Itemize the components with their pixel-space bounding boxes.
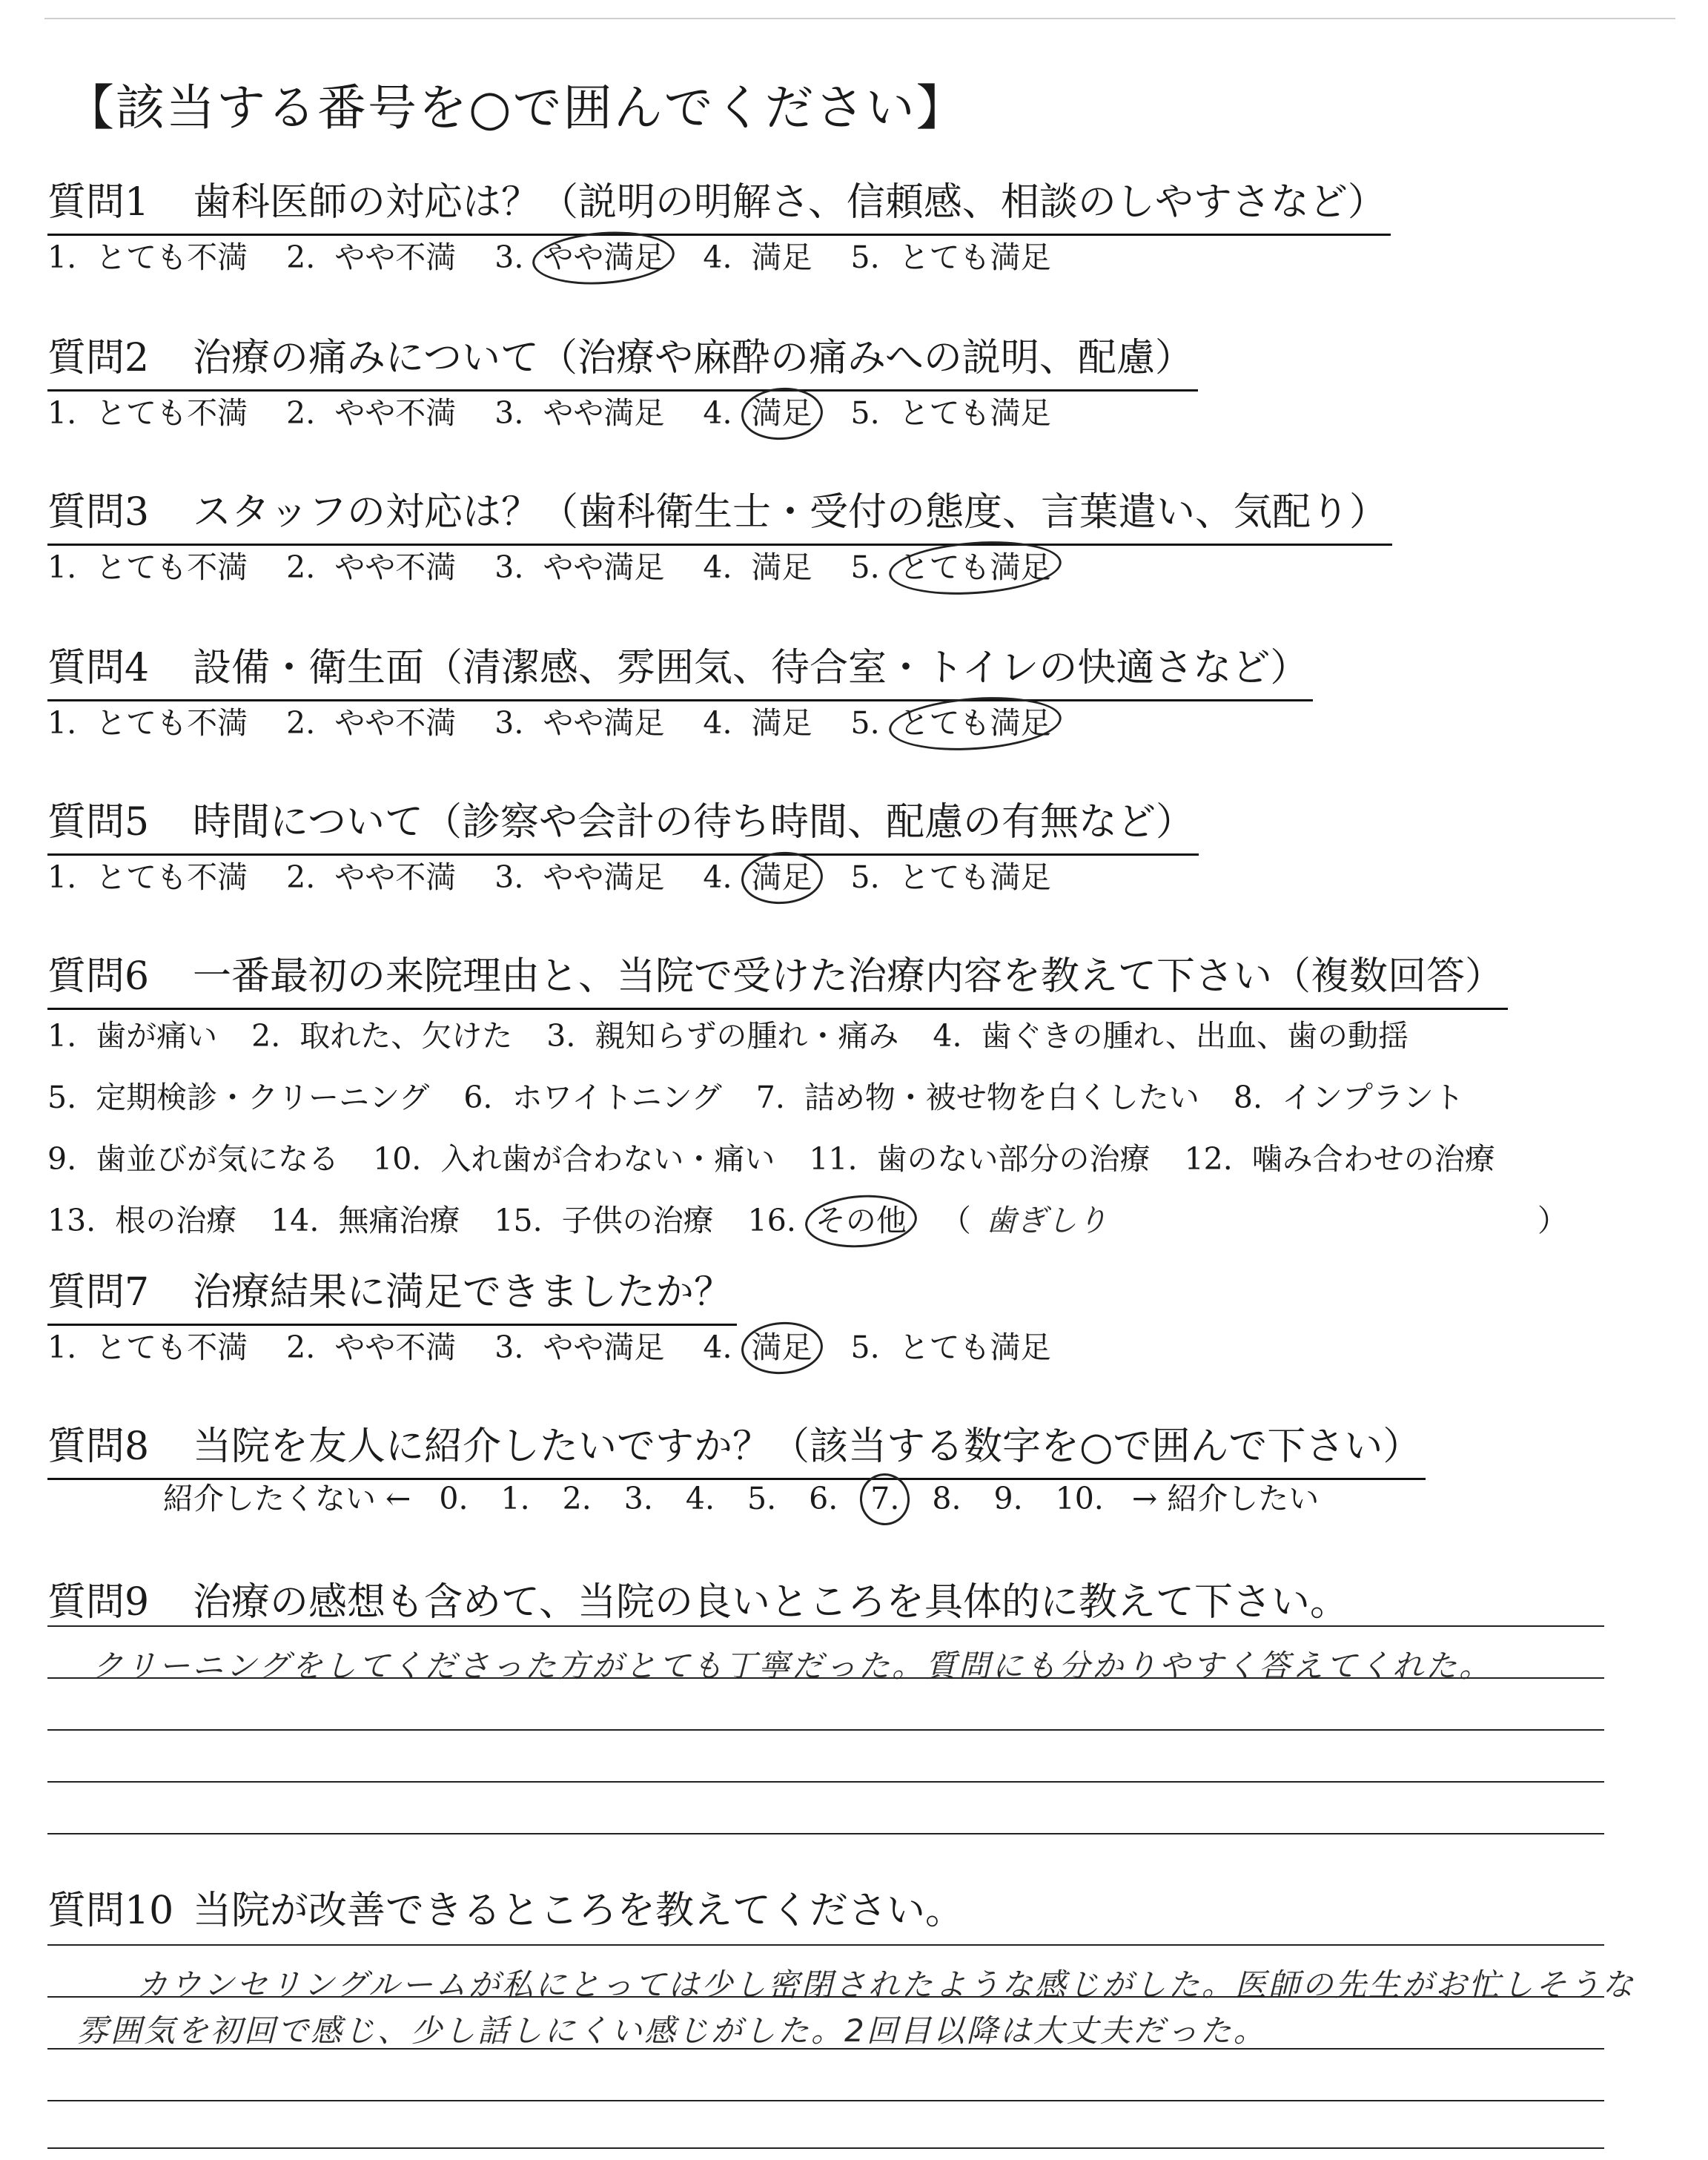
option-number: 12. [1184,1141,1233,1177]
option-number: 1. [47,705,77,741]
option-label: やや満足 [543,1330,665,1365]
option-number: 11. [809,1141,858,1177]
question-heading [47,480,1392,546]
recommend-scale [151,1474,1331,1518]
option-label: とても満足 [898,705,1051,741]
option-number: 5. [850,549,880,585]
question-text: 設備・衛生面（清潔感、雰囲気、待合室・トイレの快適さなど） [193,646,1309,690]
answer-option-selected[interactable] [494,233,664,277]
handwritten-answer: クリーニングをしてくださった方がとても丁寧だった。質問にも分かりやすく答えてくれた。 [92,1648,1493,1684]
option-label: 入れ歯が合わない・痛い [440,1141,775,1177]
answer-option-selected[interactable] [703,1323,812,1367]
option-label: やや満足 [543,859,665,895]
question-number: 質問2 [47,336,150,380]
option-label: 満足 [751,395,812,431]
question-text: 治療結果に満足できましたか？ [193,1270,733,1315]
scale-value[interactable]: 2. [562,1481,592,1516]
option-number: 5. [850,240,880,275]
question-text: 時間について（診察や会計の待ち時間、配慮の有無など） [193,800,1194,845]
option-number: 13. [47,1203,96,1238]
option-label: 無痛治療 [338,1203,460,1238]
answer-option-selected[interactable] [851,543,1051,587]
option-label: 満足 [751,705,812,741]
other-note-field[interactable] [941,1190,1568,1252]
answer-option[interactable] [494,389,664,432]
question-text: 治療の痛みについて（治療や麻酔の痛みへの説明、配慮） [193,336,1194,380]
question-number: 質問6 [47,954,150,999]
option-label: とても満足 [898,1330,1051,1365]
option-number: 3. [494,395,524,431]
answer-option[interactable] [47,1005,217,1067]
answer-option[interactable] [851,1323,1051,1367]
question-3 [47,480,1671,644]
answer-option[interactable] [47,1190,236,1252]
question-number: 質問5 [47,800,150,845]
option-number: 3. [494,240,524,275]
question-text: 当院が改善できるところを教えてください。 [193,1889,964,1933]
answer-options [47,233,1090,277]
option-label: とても満足 [898,859,1051,895]
question-number: 質問10 [47,1889,174,1933]
option-label: とても不満 [96,240,248,275]
answer-option[interactable] [494,1323,664,1367]
question-9 [47,1571,1671,1852]
option-number: 2. [286,705,316,741]
option-label: やや満足 [543,705,665,741]
answer-option[interactable] [47,389,248,432]
option-number: 3. [494,549,524,585]
option-number: 16. [747,1203,796,1238]
options-row [47,1190,1568,1252]
answer-option-selected[interactable] [851,698,1051,742]
option-label: やや不満 [334,1330,457,1365]
option-label: 取れた、欠けた [299,1018,513,1054]
options-row [47,1005,1568,1067]
answer-options [47,698,1090,742]
answer-option[interactable] [703,233,812,277]
question-2 [47,326,1671,489]
answer-option[interactable] [286,543,456,587]
option-number: 8. [1233,1080,1262,1115]
option-label: 根の治療 [115,1203,237,1238]
answer-option-selected[interactable] [748,1190,907,1252]
question-8 [47,1415,1671,1578]
options-row [47,1067,1568,1129]
answer-option[interactable] [1185,1129,1495,1190]
answer-line [47,2048,1604,2050]
answer-options [47,853,1090,896]
answer-option[interactable] [851,389,1051,432]
answer-option[interactable] [494,1190,713,1252]
answer-option[interactable] [373,1129,775,1190]
question-number: 質問7 [47,1270,150,1315]
option-number: 1. [47,1018,77,1054]
question-heading [47,1415,1426,1480]
option-label: とても満足 [898,395,1051,431]
question-5 [47,790,1671,954]
answer-option[interactable] [251,1005,512,1067]
answer-option[interactable] [933,1005,1409,1067]
question-heading [47,1261,737,1326]
answer-option[interactable] [1234,1067,1464,1129]
option-number: 1. [47,549,77,585]
answer-line [47,1625,1604,1627]
option-number: 9. [47,1141,77,1177]
option-label: やや不満 [334,705,457,741]
question-1 [47,171,1671,334]
question-heading [47,1879,968,1942]
answer-option[interactable] [851,853,1051,896]
paren-close: ） [1537,1203,1568,1238]
option-label: 満足 [751,549,812,585]
page-top-edge [44,18,1675,19]
answer-option[interactable] [47,1323,248,1367]
option-number: 4. [703,240,732,275]
answer-line [47,1677,1604,1679]
answer-option[interactable] [286,698,456,742]
option-label: やや不満 [334,240,457,275]
option-number: 3. [546,1018,576,1054]
answer-line [47,1944,1604,1946]
option-number: 15. [494,1203,543,1238]
answer-options [47,1323,1090,1367]
option-number: 4. [703,549,732,585]
option-label: とても満足 [898,240,1051,275]
option-number: 2. [286,240,316,275]
question-text: スタッフの対応は？（歯科衛生士・受付の態度、言葉遣い、気配り） [193,490,1388,535]
option-label: 子供の治療 [561,1203,714,1238]
question-heading [47,636,1313,701]
answer-line [47,1996,1604,1998]
option-number: 4. [703,859,732,895]
answer-option-selected[interactable] [703,853,812,896]
question-number: 質問3 [47,490,150,535]
option-number: 2. [286,549,316,585]
scale-value[interactable]: 1. [500,1481,530,1516]
question-6 [47,945,1671,1241]
option-number: 5. [850,705,880,741]
option-label: 歯のない部分の治療 [876,1141,1151,1177]
option-label: やや満足 [543,549,665,585]
answer-line [47,2147,1604,2149]
question-heading [47,1571,1353,1634]
scale-value[interactable]: 10. [1055,1481,1104,1516]
option-label: とても不満 [96,549,248,585]
page-title: 【該当する番号を○で囲んでください】 [65,79,967,136]
option-number: 10. [373,1141,422,1177]
answer-option[interactable] [47,853,248,896]
answer-option[interactable] [463,1067,721,1129]
handwritten-answer-line-1: カウンセリングルームが私にとっては少し密閉されたような感じがした。医師の先生がお忙しそうな [136,1966,1636,2003]
answer-option[interactable] [47,543,248,587]
scale-value[interactable]: 9. [993,1481,1023,1516]
answer-option[interactable] [494,543,664,587]
answer-options [47,1005,1568,1252]
option-label: 定期検診・クリーニング [96,1080,430,1115]
option-number: 3. [494,705,524,741]
option-number: 4. [703,705,732,741]
scale-value[interactable]: 5. [747,1481,777,1516]
option-number: 1. [47,395,77,431]
option-number: 2. [251,1018,281,1054]
answer-option[interactable] [47,1067,429,1129]
scale-left-label: 紹介したくない ← [163,1481,411,1516]
answer-option[interactable] [756,1067,1199,1129]
scale-value[interactable]: 4. [685,1481,715,1516]
question-heading [47,171,1391,236]
options-row [47,1129,1568,1190]
question-number: 質問8 [47,1424,150,1469]
option-number: 3. [494,859,524,895]
option-number: 2. [286,859,316,895]
option-label: その他 [815,1203,907,1238]
option-label: やや不満 [334,549,457,585]
answer-line [47,2100,1604,2101]
question-10 [47,1879,1671,2153]
answer-option[interactable] [809,1129,1150,1190]
answer-option-selected[interactable] [703,389,812,432]
option-label: 満足 [751,240,812,275]
answer-option[interactable] [494,853,664,896]
question-4 [47,636,1671,799]
option-label: やや満足 [543,240,665,275]
option-number: 1. [47,859,77,895]
option-number: 4. [703,1330,732,1365]
option-number: 6. [463,1080,493,1115]
answer-line [47,1729,1604,1731]
option-number: 14. [271,1203,320,1238]
answer-option[interactable] [271,1190,460,1252]
option-number: 7. [755,1080,785,1115]
scale-right-label: → 紹介したい [1131,1481,1320,1516]
handwritten-other-note: 歯ぎしり [985,1203,1108,1238]
answer-option[interactable] [703,698,812,742]
option-label: やや満足 [543,395,665,431]
question-7 [47,1261,1671,1424]
scale-value[interactable]: 0. [439,1481,469,1516]
option-label: やや不満 [334,859,457,895]
option-label: 満足 [751,1330,812,1365]
option-label: とても不満 [96,1330,248,1365]
answer-option[interactable] [546,1005,898,1067]
answer-options [47,389,1090,432]
option-label: ホワイトニング [512,1080,722,1115]
option-label: 歯ぐきの腫れ、出血、歯の動揺 [981,1018,1409,1054]
option-number: 2. [286,395,316,431]
option-label: 歯が痛い [96,1018,218,1054]
scale-value[interactable]: 6. [809,1481,838,1516]
option-label: 親知らずの腫れ・痛み [595,1018,899,1054]
question-text: 一番最初の来院理由と、当院で受けた治療内容を教えて下さい（複数回答） [193,954,1504,999]
handwritten-answer-line-2: 雰囲気を初回で感じ、少し話しにくい感じがした。2回目以降は大丈夫だった。 [77,2012,1267,2049]
answer-option[interactable] [47,233,248,277]
answer-option[interactable] [703,543,812,587]
option-label: 噛み合わせの治療 [1251,1141,1495,1177]
option-number: 1. [47,240,77,275]
option-number: 5. [850,1330,880,1365]
answer-line [47,1833,1604,1834]
option-label: とても満足 [898,549,1051,585]
option-label: インプラント [1282,1080,1464,1115]
scale-value-selected[interactable]: 7. [870,1481,900,1516]
option-number: 5. [850,859,880,895]
option-label: とても不満 [96,395,248,431]
answer-option[interactable] [286,389,456,432]
question-heading [47,326,1198,392]
option-label: 詰め物・被せ物を白くしたい [804,1080,1199,1115]
answer-line [47,1781,1604,1783]
question-number: 質問4 [47,646,150,690]
answer-option[interactable] [851,233,1051,277]
option-number: 4. [933,1018,962,1054]
option-label: とても不満 [96,859,248,895]
option-number: 2. [286,1330,316,1365]
question-number: 質問1 [47,180,150,225]
option-label: やや不満 [334,395,457,431]
option-number: 1. [47,1330,77,1365]
option-number: 5. [47,1080,77,1115]
question-text: 治療の感想も含めて、当院の良いところを具体的に教えて下さい。 [193,1580,1348,1625]
option-number: 5. [850,395,880,431]
answer-option[interactable] [47,698,248,742]
paren-open: （ [940,1203,971,1238]
question-heading [47,945,1508,1010]
answer-option[interactable] [47,1129,339,1190]
option-number: 4. [703,395,732,431]
question-number: 質問9 [47,1580,150,1625]
question-text: 当院を友人に紹介したいですか？（該当する数字を○で囲んで下さい） [193,1424,1422,1469]
option-label: とても不満 [96,705,248,741]
question-text: 歯科医師の対応は？（説明の明解さ、信頼感、相談のしやすさなど） [193,180,1386,225]
answer-option[interactable] [286,853,456,896]
answer-option[interactable] [494,698,664,742]
option-label: 満足 [751,859,812,895]
scale-value[interactable]: 8. [932,1481,961,1516]
question-heading [47,790,1199,856]
answer-option[interactable] [286,1323,456,1367]
option-label: 歯並びが気になる [96,1141,340,1177]
scale-value[interactable]: 3. [623,1481,653,1516]
answer-options [47,543,1090,587]
option-number: 3. [494,1330,524,1365]
answer-option[interactable] [286,233,456,277]
